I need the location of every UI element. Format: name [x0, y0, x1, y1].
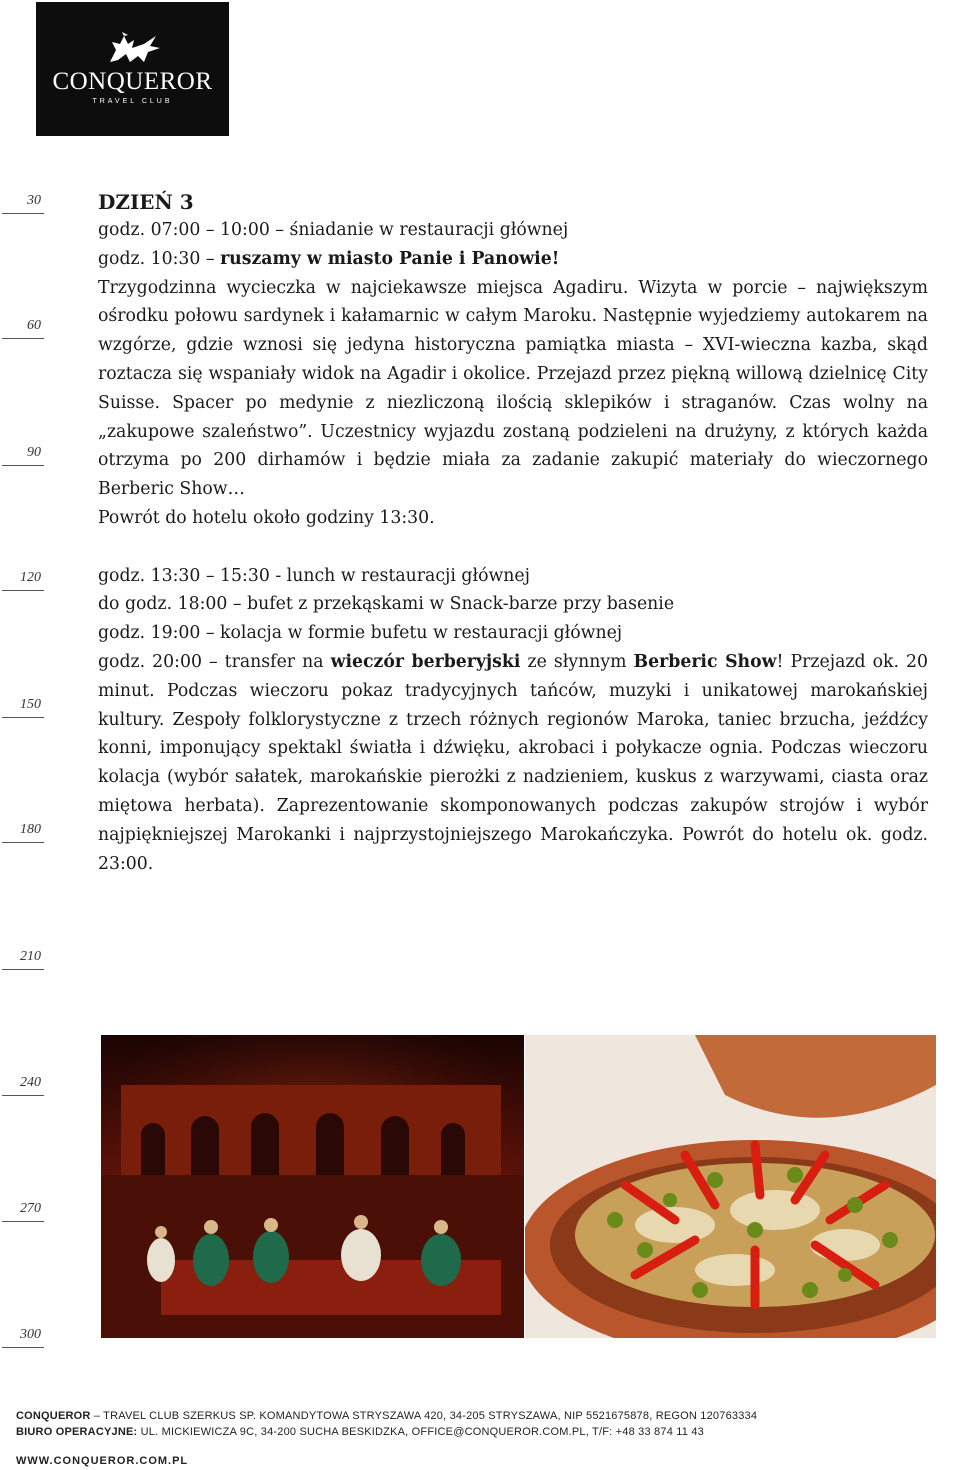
berber-night-photo: [101, 1035, 524, 1338]
logo-brand: CONQUEROR: [52, 68, 213, 95]
footer-office-line: BIURO OPERACYJNE: UL. MICKIEWICZA 9C, 34-200 SUCHA BESKIDZKA, OFFICE@CONQUEROR.COM.PL, T/F: +48 33 874 11 43: [16, 1426, 704, 1438]
ruler-mark: 60: [2, 318, 44, 339]
lunch-line: godz. 13:30 – 15:30 - lunch w restauracji głównej: [98, 565, 530, 586]
ruler-mark: 90: [2, 445, 44, 466]
breakfast-line: godz. 07:00 – 10:00 – śniadanie w restauracji głównej: [98, 220, 569, 240]
griffin-icon: [104, 32, 162, 66]
berberic-show-paragraph: godz. 20:00 – transfer na wieczór berberyjski ze słynnym Berberic Show! Przejazd ok. 20 minut. Podczas wieczoru pokaz tradycyjnych tańców, muzyki i unikatowej marokańskiej kultury. Zespoły folklorystyczne z trzech różnych regionów Maroka, taniec brzucha, jeźdźcy konni, imponujący spektakl światła i dźwięku, akrobaci i połykacze ognia. Podczas wieczoru kolacja (wybór sałatek, marokańskie pierożki z nadzieniem, kuskus z warzywami, ciasta oraz miętowa herbata). Zaprezentowanie skomponowanych podczas zakupów strojów i wybór najpiękniejszej Marokanki i najprzystojniejszego Marokańczyka. Powrót do hotelu ok. godz. 23:00.: [98, 651, 928, 874]
ruler-mark: 150: [2, 697, 44, 718]
ruler-mark: 210: [2, 949, 44, 970]
dinner-line: godz. 19:00 – kolacja w formie bufetu w restauracji głównej: [98, 623, 623, 644]
ruler-mark: 270: [2, 1201, 44, 1222]
tagine-photo: [525, 1035, 936, 1338]
snack-line: do godz. 18:00 – bufet z przekąskami w Snack-barze przy basenie: [98, 594, 675, 615]
ruler-mark: 300: [2, 1327, 44, 1348]
ruler-mark: 120: [2, 570, 44, 591]
day-heading: DZIEŃ 3: [98, 190, 194, 214]
return-line: Powrót do hotelu około godziny 13:30.: [98, 507, 435, 528]
ruler-mark: 30: [2, 193, 44, 214]
ruler-mark: 240: [2, 1075, 44, 1096]
trip-start-line: godz. 10:30 – ruszamy w miasto Panie i Panowie!: [98, 248, 560, 269]
footer-company-line: CONQUEROR – TRAVEL CLUB SZERKUS SP. KOMANDYTOWA STRYSZAWA 420, 34-205 STRYSZAWA, NIP 5521675878, REGON 120763334: [16, 1410, 758, 1422]
conqueror-logo: [36, 2, 229, 136]
trip-description: Trzygodzinna wycieczka w najciekawsze miejsca Agadiru. Wizyta w porcie – największym ośrodku połowu sardynek i kałamarnic w całym Maroku. Następnie wyjedziemy autokarem na wzgórze, gdzie wznosi się jedyna historyczna pamiątka miasta – XVI-wieczna kazba, skąd roztacza się wspaniały widok na Agadir i okolice. Przejazd przez piękną willową dzielnicę City Suisse. Spacer po medynie z niezliczoną ilością sklepików i straganów. Czas wolny na „zakupowe szaleństwo”. Uczestnicy wyjazdu zostaną podzieleni na drużyny, z których każda otrzyma po 200 dirhamów i będzie miała za zadanie zakupić materiały do wieczornego Berberic Show…: [98, 277, 928, 500]
footer-website-link[interactable]: WWW.CONQUEROR.COM.PL: [16, 1455, 189, 1467]
logo-tagline: TRAVEL CLUB: [92, 98, 173, 105]
day-itinerary: [98, 188, 928, 878]
ruler-mark: 180: [2, 822, 44, 843]
